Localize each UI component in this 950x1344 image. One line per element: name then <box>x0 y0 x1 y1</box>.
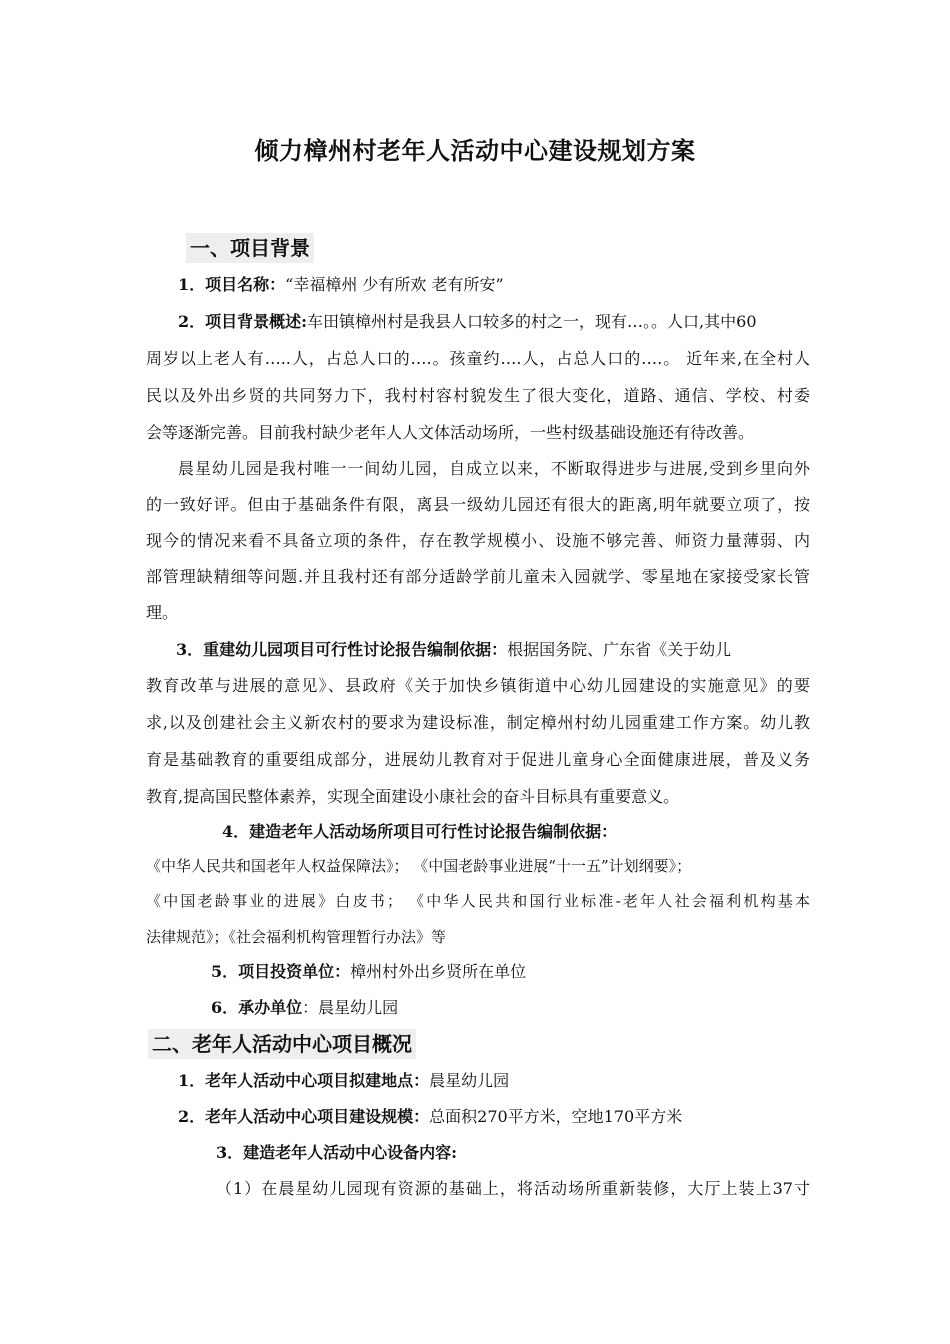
item-scale <box>178 1106 810 1128</box>
body-line: 求,以及创建社会主义新农村的要求为建设标准，制定樟州村幼儿园重建工作方案。幼儿教 <box>146 713 810 732</box>
item-label: 2．老年人活动中心项目建设规模： <box>178 1107 430 1126</box>
item-text: “幸福樟州 少有所欢 老有所安” <box>285 275 504 294</box>
body-line: 现今的情况来看不具备立项的条件，存在教学规模小、设施不够完善、师资力量薄弱、内 <box>146 531 810 550</box>
item-label: 1．老年人活动中心项目拟建地点： <box>178 1071 430 1090</box>
item-label: 1．项目名称： <box>178 275 286 294</box>
item-label: 3．重建幼儿园项目可行性讨论报告编制依据： <box>176 640 508 659</box>
item-project-name <box>178 274 842 296</box>
item-investor <box>211 961 810 983</box>
body-line: 理。 <box>146 603 179 622</box>
item-label: 3．建造老年人活动中心设备内容: <box>216 1143 458 1162</box>
section-heading-background: 一、项目背景 <box>186 233 314 263</box>
item-label: 6．承办单位 <box>211 998 303 1017</box>
item-text: 晨星幼儿园 <box>429 1071 510 1090</box>
item-text: ：晨星幼儿园 <box>302 998 399 1017</box>
item-kindergarten-basis <box>176 639 810 661</box>
item-label: 5．项目投资单位： <box>211 962 351 981</box>
body-line: 会等逐渐完善。目前我村缺少老年人人文体活动场所，一些村级基础设施还有待改善。 <box>146 423 755 442</box>
item-organizer <box>211 997 810 1019</box>
item-text: 根据国务院、广东省《关于幼儿 <box>507 640 732 659</box>
item-site <box>178 1070 810 1092</box>
item-label: 4．建造老年人活动场所项目可行性讨论报告编制依据： <box>222 822 618 841</box>
item-text: 车田镇樟州村是我县人口较多的村之一，现有…。。人口,其中60 <box>307 312 757 331</box>
document-title: 倾力樟州村老年人活动中心建设规划方案 <box>254 136 696 165</box>
body-line: （1）在晨星幼儿园现有资源的基础上，将活动场所重新装修，大厅上装上37寸 <box>216 1179 810 1198</box>
item-text: 樟州村外出乡贤所在单位 <box>350 962 527 981</box>
body-line: 育是基础教育的重要组成部分，进展幼儿教育对于促进儿童身心全面健康进展，普及义务 <box>146 750 810 769</box>
item-elderly-basis <box>222 821 810 843</box>
body-line: 教育改革与进展的意见》、县政府《关于加快乡镇街道中心幼儿园建设的实施意见》的要 <box>146 676 810 695</box>
item-text: 总面积270平方米，空地170平方米 <box>429 1107 683 1126</box>
body-line: 民以及外出乡贤的共同努力下，我村村容村貌发生了很大变化，道路、通信、学校、村委 <box>146 386 810 405</box>
body-line: 法律规范》；《社会福利机构管理暂行办法》等 <box>146 928 447 946</box>
body-line: 晨星幼儿园是我村唯一一间幼儿园，自成立以来，不断取得进步与进展,受到乡里向外 <box>178 459 810 478</box>
item-label: 2．项目背景概述: <box>178 312 308 331</box>
body-line: 周岁以上老人有…..人，占总人口的….。孩童约….人，占总人口的….。 近年来,在全村人 <box>146 349 810 368</box>
item-background-overview <box>178 311 810 333</box>
section-heading-background: 二、老年人活动中心项目概况 <box>148 1029 416 1059</box>
item-equipment <box>216 1142 810 1164</box>
body-line: 的一致好评。但由于基础条件有限，离县一级幼儿园还有很大的距离,明年就要立项了，按 <box>146 495 810 514</box>
body-line: 《中华人民共和国老年人权益保障法》； 《中国老龄事业进展“十一五”计划纲要》； <box>146 857 692 875</box>
body-line: 《中国老龄事业的进展》白皮书； 《中华人民共和国行业标准-老年人社会福利机构基本 <box>146 892 810 910</box>
body-line: 部管理缺精细等问题.并且我村还有部分适龄学前儿童未入园就学、零星地在家接受家长管 <box>146 567 810 586</box>
body-line: 教育,提高国民整体素养，实现全面建设小康社会的奋斗目标具有重要意义。 <box>146 787 680 806</box>
